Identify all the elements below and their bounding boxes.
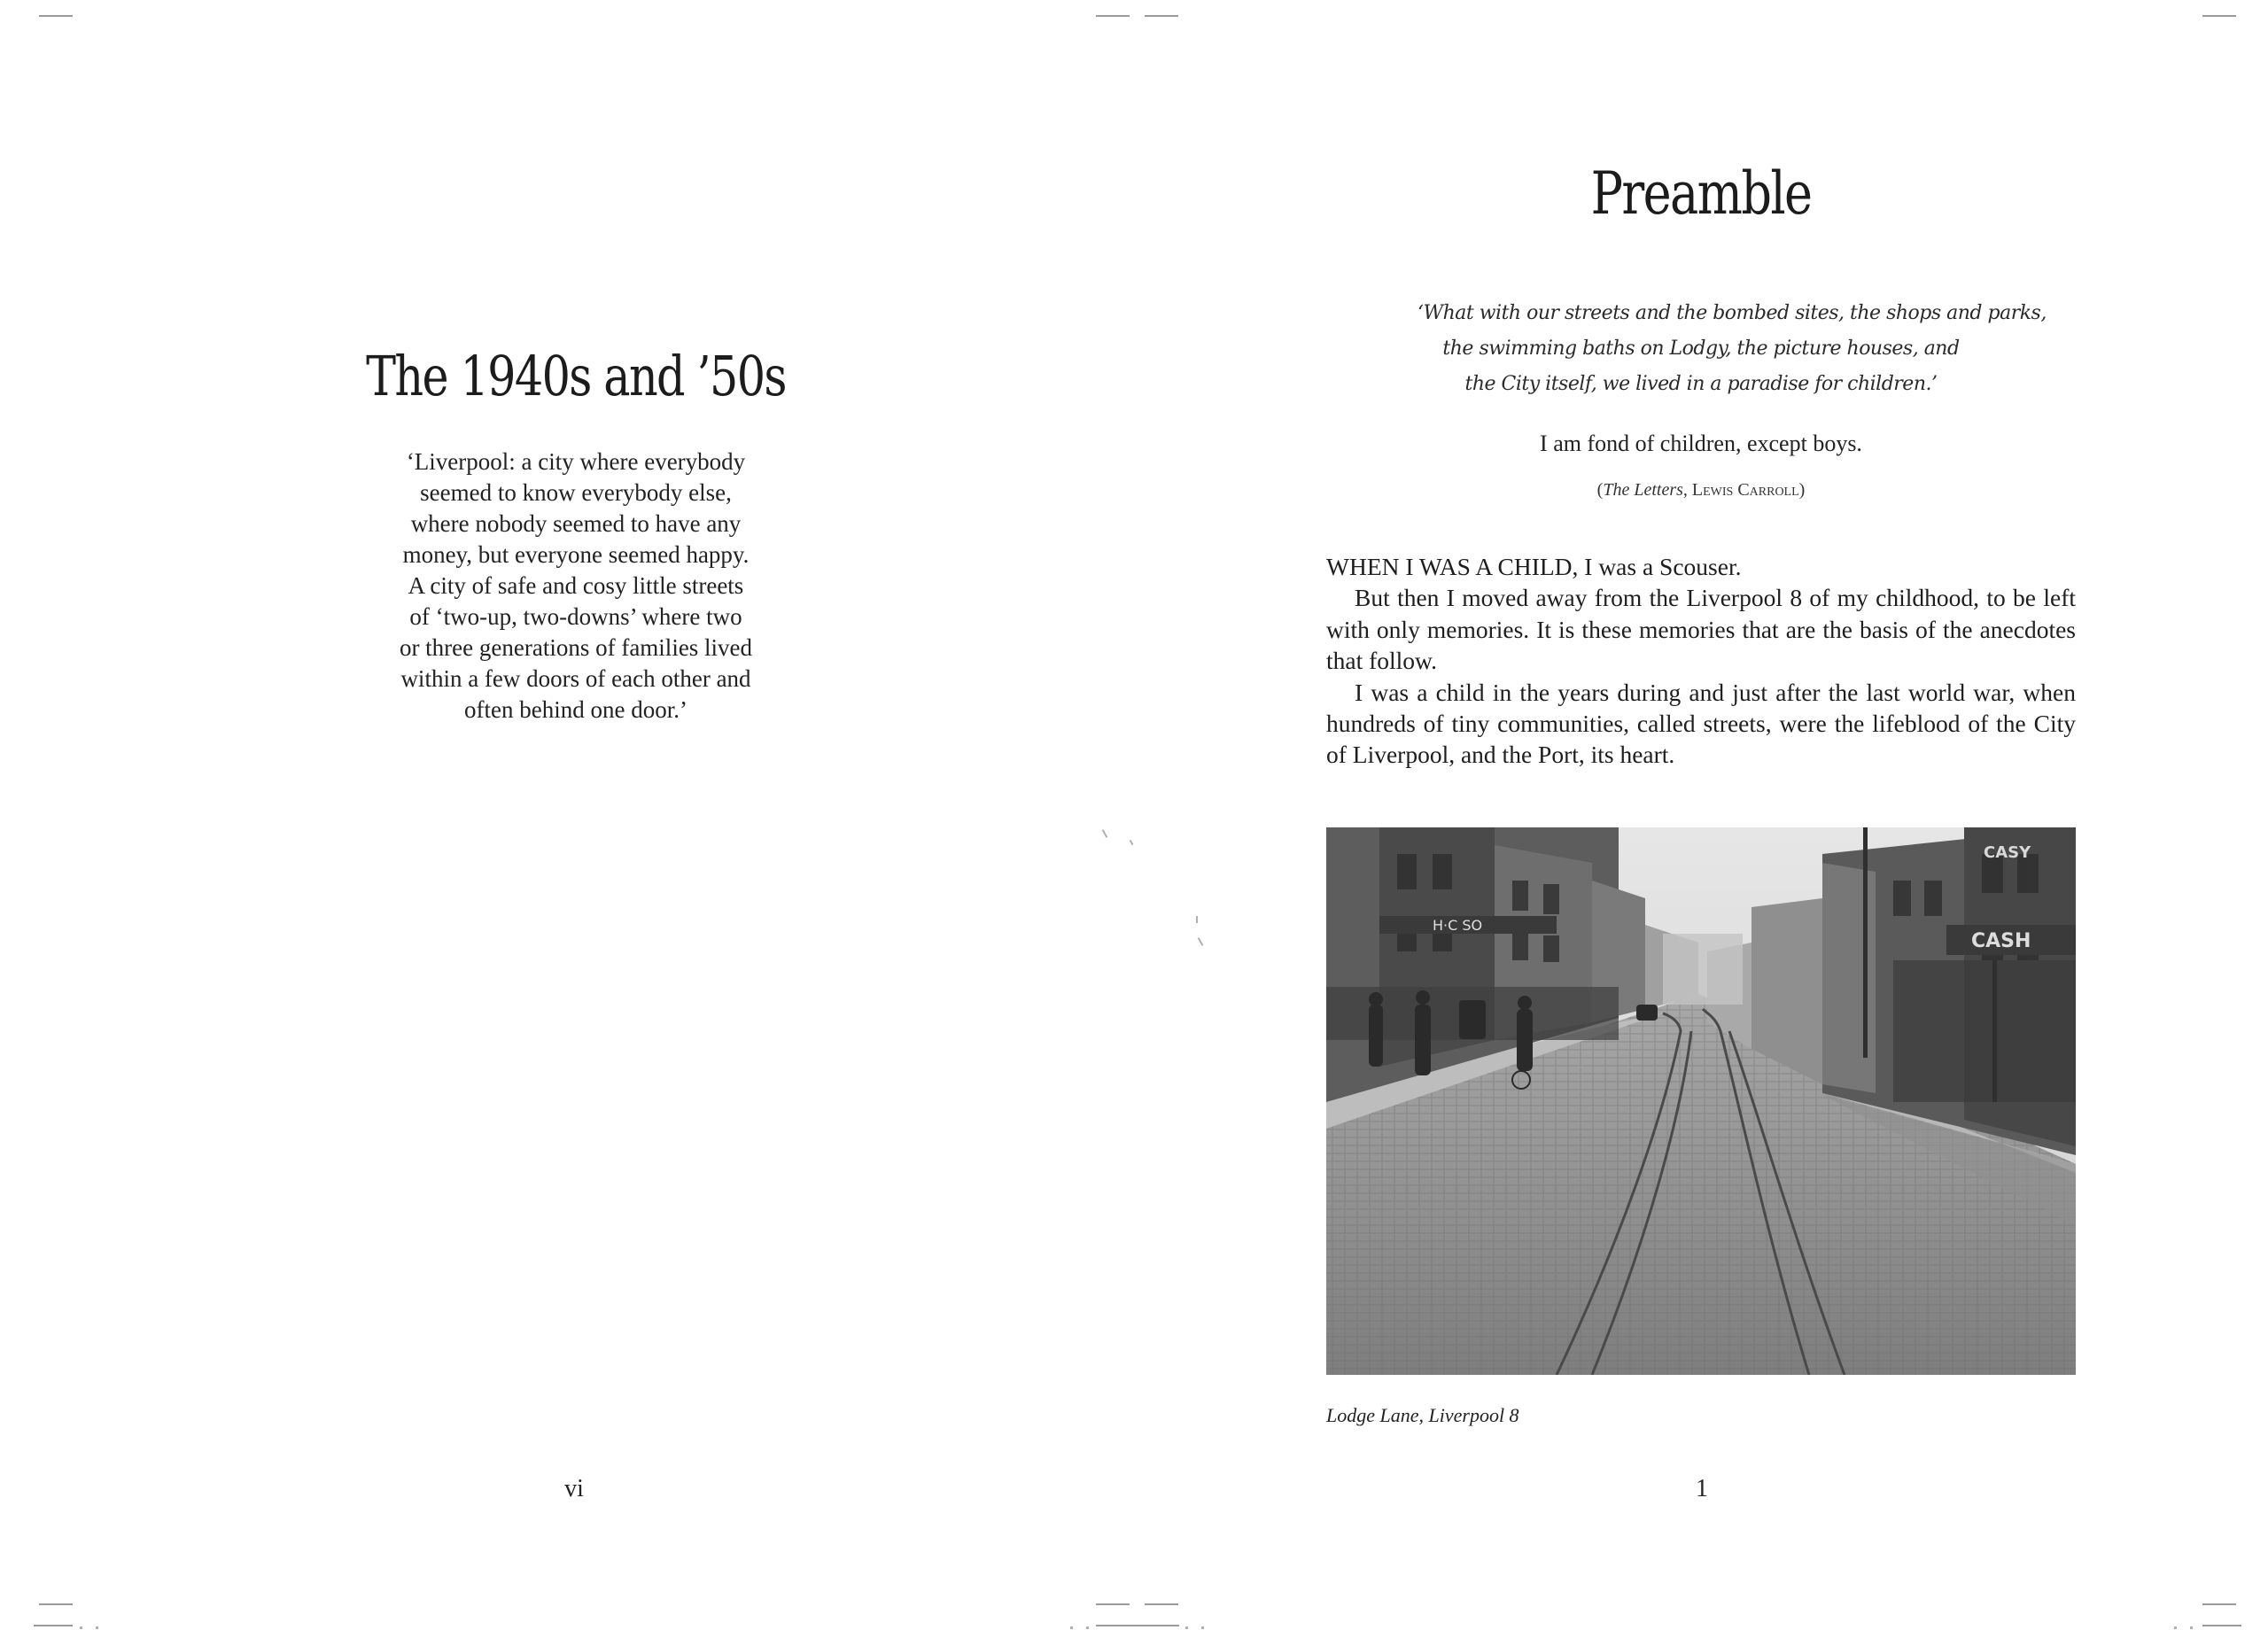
quote-line: where nobody seemed to have any — [410, 510, 742, 537]
crop-dot-5 — [1185, 1626, 1188, 1629]
quote-line: seemed to know everybody else, — [420, 479, 732, 506]
attribution-open: ( — [1596, 480, 1604, 500]
photo-caption: Lodge Lane, Liverpool 8 — [1326, 1404, 1519, 1426]
body-paragraph: But then I moved away from the Liverpool 8 of my childhood, to be left with only memories. It is these memories that are the basis of the anecdotes that follow. — [1326, 584, 2076, 675]
body-paragraph: WHEN I WAS A CHILD, I was a Scouser. — [1326, 553, 1742, 580]
quote-line: money, but everyone seemed happy. — [402, 541, 750, 568]
epigraph-line: ‘What with our streets and the bombed sites, the shops and parks, — [1418, 302, 2047, 324]
street-photo-illustration — [1326, 827, 2076, 1375]
body-paragraph: I was a child in the years during and just after the last world war, when hundreds of tiny communities, called streets, were the lifeblood of the City of Liverpool, and the Port, its heart. — [1326, 678, 2076, 769]
body-text — [1326, 551, 2076, 771]
left-shop-sign: H·C SO — [1433, 917, 1483, 934]
quote-line: A city of safe and cosy little streets — [408, 572, 744, 599]
quote-line: within a few doors of each other and — [400, 665, 751, 692]
epigraph-quote: I am fond of children, except boys. — [1540, 431, 1862, 456]
crop-dot-7 — [2174, 1626, 2177, 1629]
left-page-quote — [354, 446, 797, 726]
crop-mark-bottom-center-right — [1145, 1603, 1178, 1605]
attribution-work: The Letters — [1603, 480, 1683, 500]
attribution-author: Lewis Carroll — [1691, 480, 1799, 500]
epigraph-line: the City itself, we lived in a paradise for children.’ — [1464, 373, 1938, 395]
scan-speck-3 — [1196, 916, 1198, 923]
right-page-number: 1 — [1696, 1475, 1708, 1502]
right-upper-sign: CASY — [1984, 843, 2031, 862]
crop-mark-bottom-right-2 — [2202, 1625, 2241, 1626]
epigraph-attribution — [1418, 480, 1984, 501]
crop-mark-bottom-right — [2202, 1603, 2236, 1605]
quote-line: or three generations of families lived — [399, 634, 753, 661]
crop-mark-top-right — [2202, 15, 2236, 17]
epigraph — [1418, 296, 2047, 402]
scan-speck-4 — [1198, 937, 1204, 946]
attribution-close: ) — [1798, 480, 1806, 500]
left-page-title: The 1940s and ’50s — [366, 344, 786, 408]
quote-line: of ‘two-up, two-downs’ where two — [409, 603, 742, 630]
epigraph-line: the swimming baths on Lodgy, the picture houses, and — [1442, 338, 1960, 360]
quote-line: ‘Liverpool: a city where everybody — [406, 448, 746, 475]
right-shop-sign: CASH — [1971, 930, 2031, 952]
crop-mark-top-center-right — [1145, 15, 1178, 17]
crop-dot-6 — [1201, 1626, 1204, 1629]
quote-line: often behind one door.’ — [464, 696, 687, 723]
crop-dot-8 — [2190, 1626, 2193, 1629]
right-page-title: Preamble — [1590, 159, 1812, 228]
street-photo — [1326, 827, 2076, 1375]
attribution-sep: , — [1682, 480, 1692, 500]
left-page-number: vi — [564, 1475, 584, 1502]
